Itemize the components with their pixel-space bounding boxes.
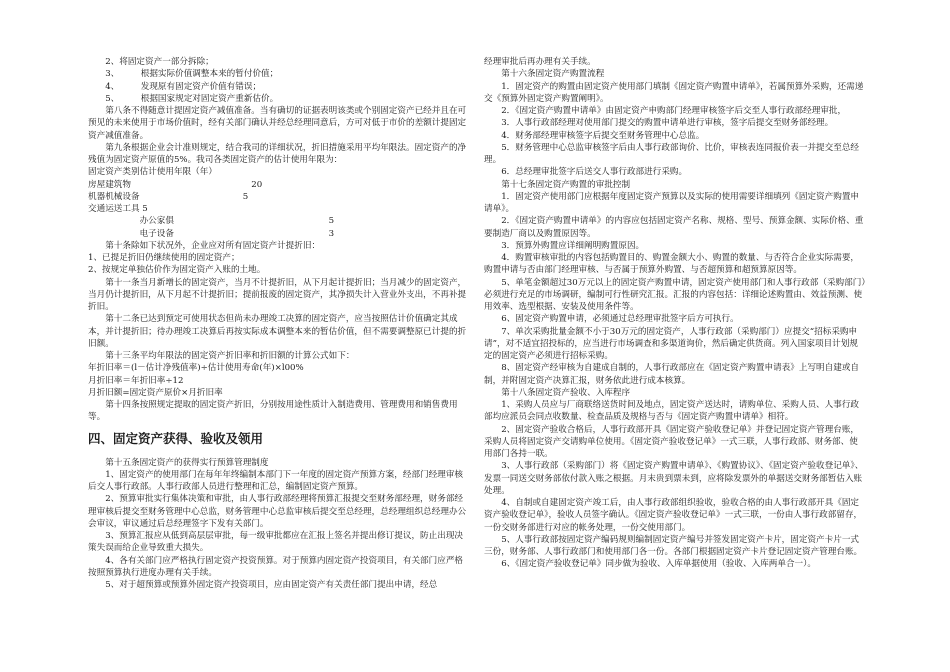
paragraph: 第十三条平均年限法的固定资产折旧率和折旧额的计算公式如下：: [88, 351, 355, 361]
paragraph: 经理审批后再办理有关手续。: [484, 57, 596, 67]
paragraph: 5、单笔金额超过30万元以上的固定资产购置申请，固定资产使用部门和人事行政部（采购部门）必须进行充足的市场调研，编制可行性研究汇报。汇报的内容包括：详细论述购置由、效益预测、使用效率、选型根据、安装及使用条件等。: [484, 277, 866, 312]
paragraph: 1．固定资产的购置由固定资产使用部门填制《固定资产购置申请单》，若属预算外采购，还需递交《预算外固定资产购置阐明》。: [484, 81, 864, 104]
paragraph: 1、固定资产的使用部门在每年年终编制本部门下一年度的固定资产预算方案，经部门经理审核后交人事行政部。人事行政部人员进行整理和汇总，编制固定资产预算。: [88, 469, 464, 492]
paragraph: 2．《固定资产购置申请单》的内容应包括固定资产名称、规格、型号、预算金额、实际价格、重要制造厂商以及购置原因等。: [484, 216, 864, 239]
paragraph: 1、已提足折旧仍继续使用的固定资产；: [88, 253, 240, 263]
paragraph: 5、对于超预算或预算外固定资产投资项目，应由固定资产有关责任部门提出申请，经总: [88, 580, 438, 590]
paragraph: 5、人事行政部按固定资产编码规则编制固定资产编号并签发固定资产卡片，固定资产卡片一式三份，财务部、人事行政部门和使用部门各一份。各部门根据固定资产卡片登记固定资产管理台账。: [484, 534, 863, 557]
paragraph: 5、 根据国家规定对固定资产重新估价。: [88, 93, 279, 104]
paragraph-spacer: [88, 450, 468, 457]
paragraph: 7、单次采购批量金额不小于30万元的固定资产，人事行政部（采购部门）应提交“招标采购申请”，对不适宜招投标的，应当进行市场调查和多渠道询价，然后确定供货商。列入国家项目计划规定的固定资产必须进行招标采购。: [484, 326, 858, 361]
paragraph: 3．预算外购置应详细阐明购置原因。: [484, 240, 645, 251]
paragraph: 第十八条固定资产验收、入库程序: [484, 387, 631, 398]
paragraph: 机器机械设备 5: [88, 191, 249, 202]
paragraph: 3、 根据实际价值调整本来的暂付价值；: [88, 69, 279, 80]
paragraph: 月折旧额=固定资产原价×月折旧率: [88, 387, 223, 398]
left-column: [88, 56, 468, 591]
paragraph: 3．人事行政部经理对使用部门提交的购置申请单进行审核，签字后提交至财务部经理。: [484, 118, 834, 129]
paragraph: 办公家俱 5: [88, 216, 335, 227]
paragraph: 固定资产类别估计使用年限（年）: [88, 167, 217, 178]
paragraph: 4、 发现原有固定资产价值有错误；: [88, 81, 262, 92]
paragraph: 2、将固定资产一部分拆除；: [88, 57, 214, 67]
paragraph: 第十四条按照规定提取的固定资产折旧，分别按用途性质计入制造费用、管理费用和销售费用等。: [88, 400, 458, 423]
paragraph: 6．总经理审批签字后送交人事行政部进行采购。: [484, 167, 688, 178]
paragraph: 2、按规定单独估价作为固定资产入账的土地。: [88, 265, 266, 276]
paragraph: 1．固定资产使用部门应根据年度固定资产预算以及实际的使用需要详细填列《固定资产购置申请单》。: [484, 191, 860, 214]
paragraph: 4．购置审核审批的内容包括购置目的、购置金额大小、购置的数量、与否符合企业实际需要，购置申请与否由部门经理审核、与否属于预算外购置、与否超预算和超预算原因等。: [484, 253, 860, 276]
paragraph: 3、人事行政部（采购部门）将《固定资产购置申请单》、《购置协议》、《固定资产验收登记单》、发票一同送交财务部依付款入账之根据。月末贵到票未到，应将除发票外的单据送交财务部暂估入账处理。: [484, 461, 864, 496]
paragraph: 4、自制或自建固定资产竣工后，由人事行政部组织验收，验收合格的由人事行政部开具《固定资产验收登记单》，验收人员签字确认。《固定资产验收登记单》一式三联，一份由人事行政部留存，一份交财务部进行对应的帐务处理，一份交使用部门。: [484, 498, 863, 533]
paragraph: 2．《固定资产购置申请单》由固定资产申购部门经理审核签字后交至人事行政部经理审批，: [484, 106, 847, 116]
paragraph: 月折旧率＝年折旧率÷12: [88, 375, 184, 386]
right-column: [484, 56, 866, 571]
paragraph: 电子设备 3: [88, 228, 335, 239]
paragraph: 第八条不得随意计提固定资产减值准备。当有确切的证据表明该类或个别固定资产已经并且在可预见的未来使用于市场价值时，经有关部门确认并经总经理同意后，方可对低于市价的差额计提固定资产减值准备。: [88, 106, 467, 141]
paragraph: 2、固定资产验收合格后，人事行政部开具《固定资产验收登记单》并登记固定资产管理台账，采购人员将固定资产交请购单位使用。《固定资产验收登记单》一式三联，人事行政部、财务部、使用部门各持一联。: [484, 424, 860, 459]
paragraph: 1、采购人员应与厂商联络送货时间及地点，固定资产送达时，请购单位、采购人员、人事行政部均应派员会同点收数量、检查品质及规格与否与《固定资产购置申请单》相符。: [484, 400, 860, 423]
paragraph: 4、各有关部门应严格执行固定资产投资预算。对于预算内固定资产投资项目，有关部门应严格按照预算执行进度办理有关手续。: [88, 555, 464, 578]
paragraph: 6、《固定资产验收登记单》同步做为验收、入库单据使用（验收、入库两单合一）。: [484, 559, 817, 570]
paragraph: 房屋建筑物 20: [88, 179, 263, 190]
paragraph: 第十五条固定资产的获得实行预算管理制度: [88, 457, 269, 468]
paragraph: 第十条除如下状况外，企业应对所有固定资产计提折旧：: [88, 240, 321, 251]
paragraph: 第十二条已达到预定可使用状态但尚未办理竣工决算的固定资产，应当按照估计价值确定其成本，并计提折旧；待办理竣工决算后再按实际成本调整本来的暂估价值，但不需要调整原已计提的折旧额。: [88, 314, 467, 349]
paragraph: 第十六条固定资产购置流程: [484, 69, 605, 80]
paragraph: 年折旧率＝(l－估计净残值率)÷估计使用寿命(年)×l00%: [88, 363, 304, 374]
paragraph: 第十一条当月新增长的固定资产，当月不计提折旧，从下月起计提折旧；当月减少的固定资产，当月仍计提折旧，从下月起不计提折旧；提前报废的固定资产，其净损失计入营业外支出，不再补提折旧。: [88, 277, 467, 312]
section-heading: 四、固定资产获得、验收及领用: [88, 430, 264, 446]
paragraph: 8、固定资产经审核为自建成自制的，人事行政部应在《固定资产购置申请表》上写明自建或自制，并附固定资产决算汇报，财务依此进行成本核算。: [484, 363, 860, 386]
paragraph: 第九条根据企业会计准则规定，结合我司的详细状况，折旧措施采用平均年限法。固定资产的净残值为固定资产原值的5%。我司各类固定资产的估计使用年限为：: [88, 142, 467, 165]
paragraph: 2、预算审批实行集体决策和审批，由人事行政部经理将预算汇报提交至财务部经理，财务部经理审核后提交至财务管理中心总监，财务管理中心总监审核后提交至总经理，总经理组织总经理办公会审议，审议通过后总经理签字下发有关部门。: [88, 494, 467, 529]
paragraph: 交通运送工具 5: [88, 204, 148, 214]
paragraph: 4．财务部经理审核签字后提交至财务管理中心总监。: [484, 130, 705, 141]
paragraph: 5．财务管理中心总监审核签字后由人事行政部询价、比价，审核表连同报价表一并提交至总经理。: [484, 142, 860, 165]
paragraph: 第十七条固定资产购置的审批控制: [484, 179, 631, 190]
paragraph: 3、预算汇报应从低到高层层审批，每一级审批都应在汇报上签名并提出修订提议，防止出现决策失误而给企业导致重大损失。: [88, 531, 464, 554]
paragraph: 6、固定资产购置申请，必须通过总经理审批签字后方可执行。: [484, 314, 739, 325]
